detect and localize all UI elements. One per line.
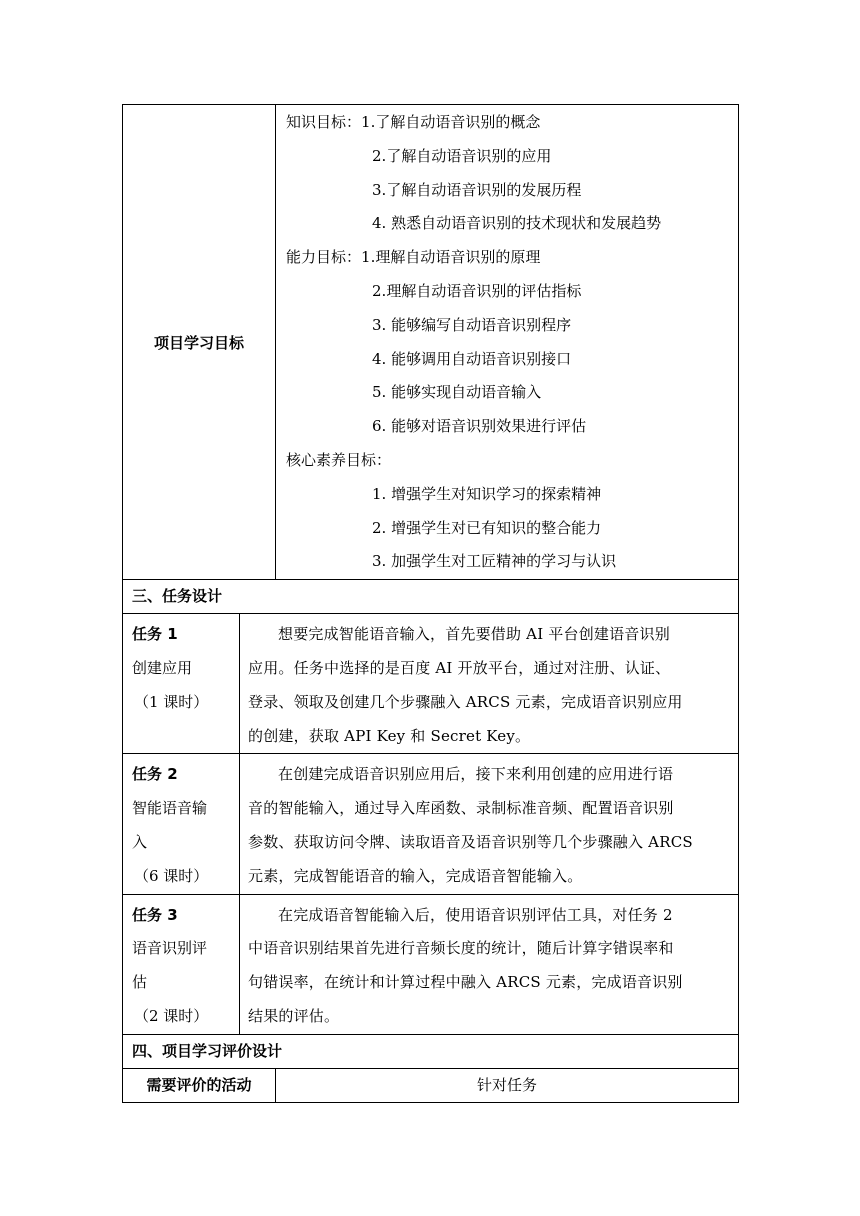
task-desc-line: 句错误率，在统计和计算过程中融入 ARCS 元素，完成语音识别 <box>248 973 683 992</box>
eval-activity-header: 需要评价的活动 <box>123 1068 276 1102</box>
ability-goal-item: 4. 能够调用自动语音识别接口 <box>372 349 572 368</box>
lesson-plan-table <box>122 104 739 1103</box>
task-description <box>240 754 739 894</box>
core-goal-item: 3. 加强学生对工匠精神的学习与认识 <box>372 552 617 571</box>
eval-header-row <box>123 1068 739 1102</box>
task-name: 任务 2 <box>132 765 178 784</box>
task-row <box>123 894 739 1034</box>
task-info <box>123 614 240 754</box>
section3-title: 三、任务设计 <box>123 580 739 614</box>
task-desc-line: 应用。任务中选择的是百度 AI 开放平台，通过对注册、认证、 <box>248 658 671 677</box>
task-desc-line: 参数、获取访问令牌、读取语音及语音识别等几个步骤融入 ARCS <box>248 832 693 851</box>
task-title: 创建应用 <box>132 658 193 677</box>
knowledge-goal-item: 3.了解自动语音识别的发展历程 <box>372 180 582 199</box>
task-desc-line: 结果的评估。 <box>248 1006 340 1025</box>
task-description <box>240 894 739 1034</box>
knowledge-goal-title: 知识目标： <box>286 113 362 131</box>
section4-row <box>123 1034 739 1068</box>
ability-goal-title: 能力目标： <box>286 248 362 267</box>
ability-goal-item: 5. 能够实现自动语音输入 <box>372 383 542 402</box>
task-duration: （1 课时） <box>134 692 209 711</box>
document-page <box>122 104 738 1103</box>
task-name: 任务 3 <box>132 905 178 924</box>
knowledge-goal-item: 1.了解自动语音识别的概念 <box>361 113 541 131</box>
knowledge-goal-item: 2.了解自动语音识别的应用 <box>372 146 552 165</box>
task-title: 入 <box>132 832 148 851</box>
ability-goal-line-1 <box>286 241 738 275</box>
task-title: 智能语音输 <box>132 799 208 818</box>
goals-label: 项目学习目标 <box>123 105 276 580</box>
task-info <box>123 754 240 894</box>
task-desc-line: 中语音识别结果首先进行音频长度的统计，随后计算字错误率和 <box>248 939 674 958</box>
task-desc-line: 元素，完成智能语音的输入，完成语音智能输入。 <box>248 866 583 885</box>
core-goal-item: 2. 增强学生对已有知识的整合能力 <box>372 518 602 537</box>
task-desc-line: 的创建，获取 API Key 和 Secret Key。 <box>248 726 531 745</box>
task-description <box>240 614 739 754</box>
ability-goal-item: 2.理解自动语音识别的评估指标 <box>372 281 582 300</box>
goals-row <box>123 105 739 580</box>
task-desc-line: 想要完成智能语音输入，首先要借助 AI 平台创建语音识别 <box>278 625 670 644</box>
task-title: 语音识别评 <box>132 939 208 958</box>
task-row <box>123 754 739 894</box>
ability-goal-item: 3. 能够编写自动语音识别程序 <box>372 315 572 334</box>
core-goal-item: 1. 增强学生对知识学习的探索精神 <box>372 484 602 503</box>
task-duration: （2 课时） <box>134 1006 209 1025</box>
section4-title: 四、项目学习评价设计 <box>123 1034 739 1068</box>
task-desc-line: 登录、领取及创建几个步骤融入 ARCS 元素，完成语音识别应用 <box>248 692 683 711</box>
task-title: 估 <box>132 973 148 992</box>
task-duration: （6 课时） <box>134 866 209 885</box>
task-row <box>123 614 739 754</box>
goals-content <box>276 105 739 580</box>
knowledge-goal-line-1 <box>286 106 738 140</box>
task-desc-line: 音的智能输入，通过导入库函数、录制标准音频、配置语音识别 <box>248 799 674 818</box>
task-desc-line: 在创建完成语音识别应用后，接下来利用创建的应用进行语 <box>278 765 674 784</box>
task-desc-line: 在完成语音智能输入后，使用语音识别评估工具，对任务 2 <box>278 905 673 924</box>
ability-goal-item: 6. 能够对语音识别效果进行评估 <box>372 417 587 436</box>
task-name: 任务 1 <box>132 625 178 644</box>
knowledge-goal-item: 4. 熟悉自动语音识别的技术现状和发展趋势 <box>372 214 662 233</box>
core-goal-title: 核心素养目标： <box>286 450 392 469</box>
eval-target-header: 针对任务 <box>276 1068 739 1102</box>
task-info <box>123 894 240 1034</box>
section3-row <box>123 580 739 614</box>
ability-goal-item: 1.理解自动语音识别的原理 <box>361 248 541 267</box>
